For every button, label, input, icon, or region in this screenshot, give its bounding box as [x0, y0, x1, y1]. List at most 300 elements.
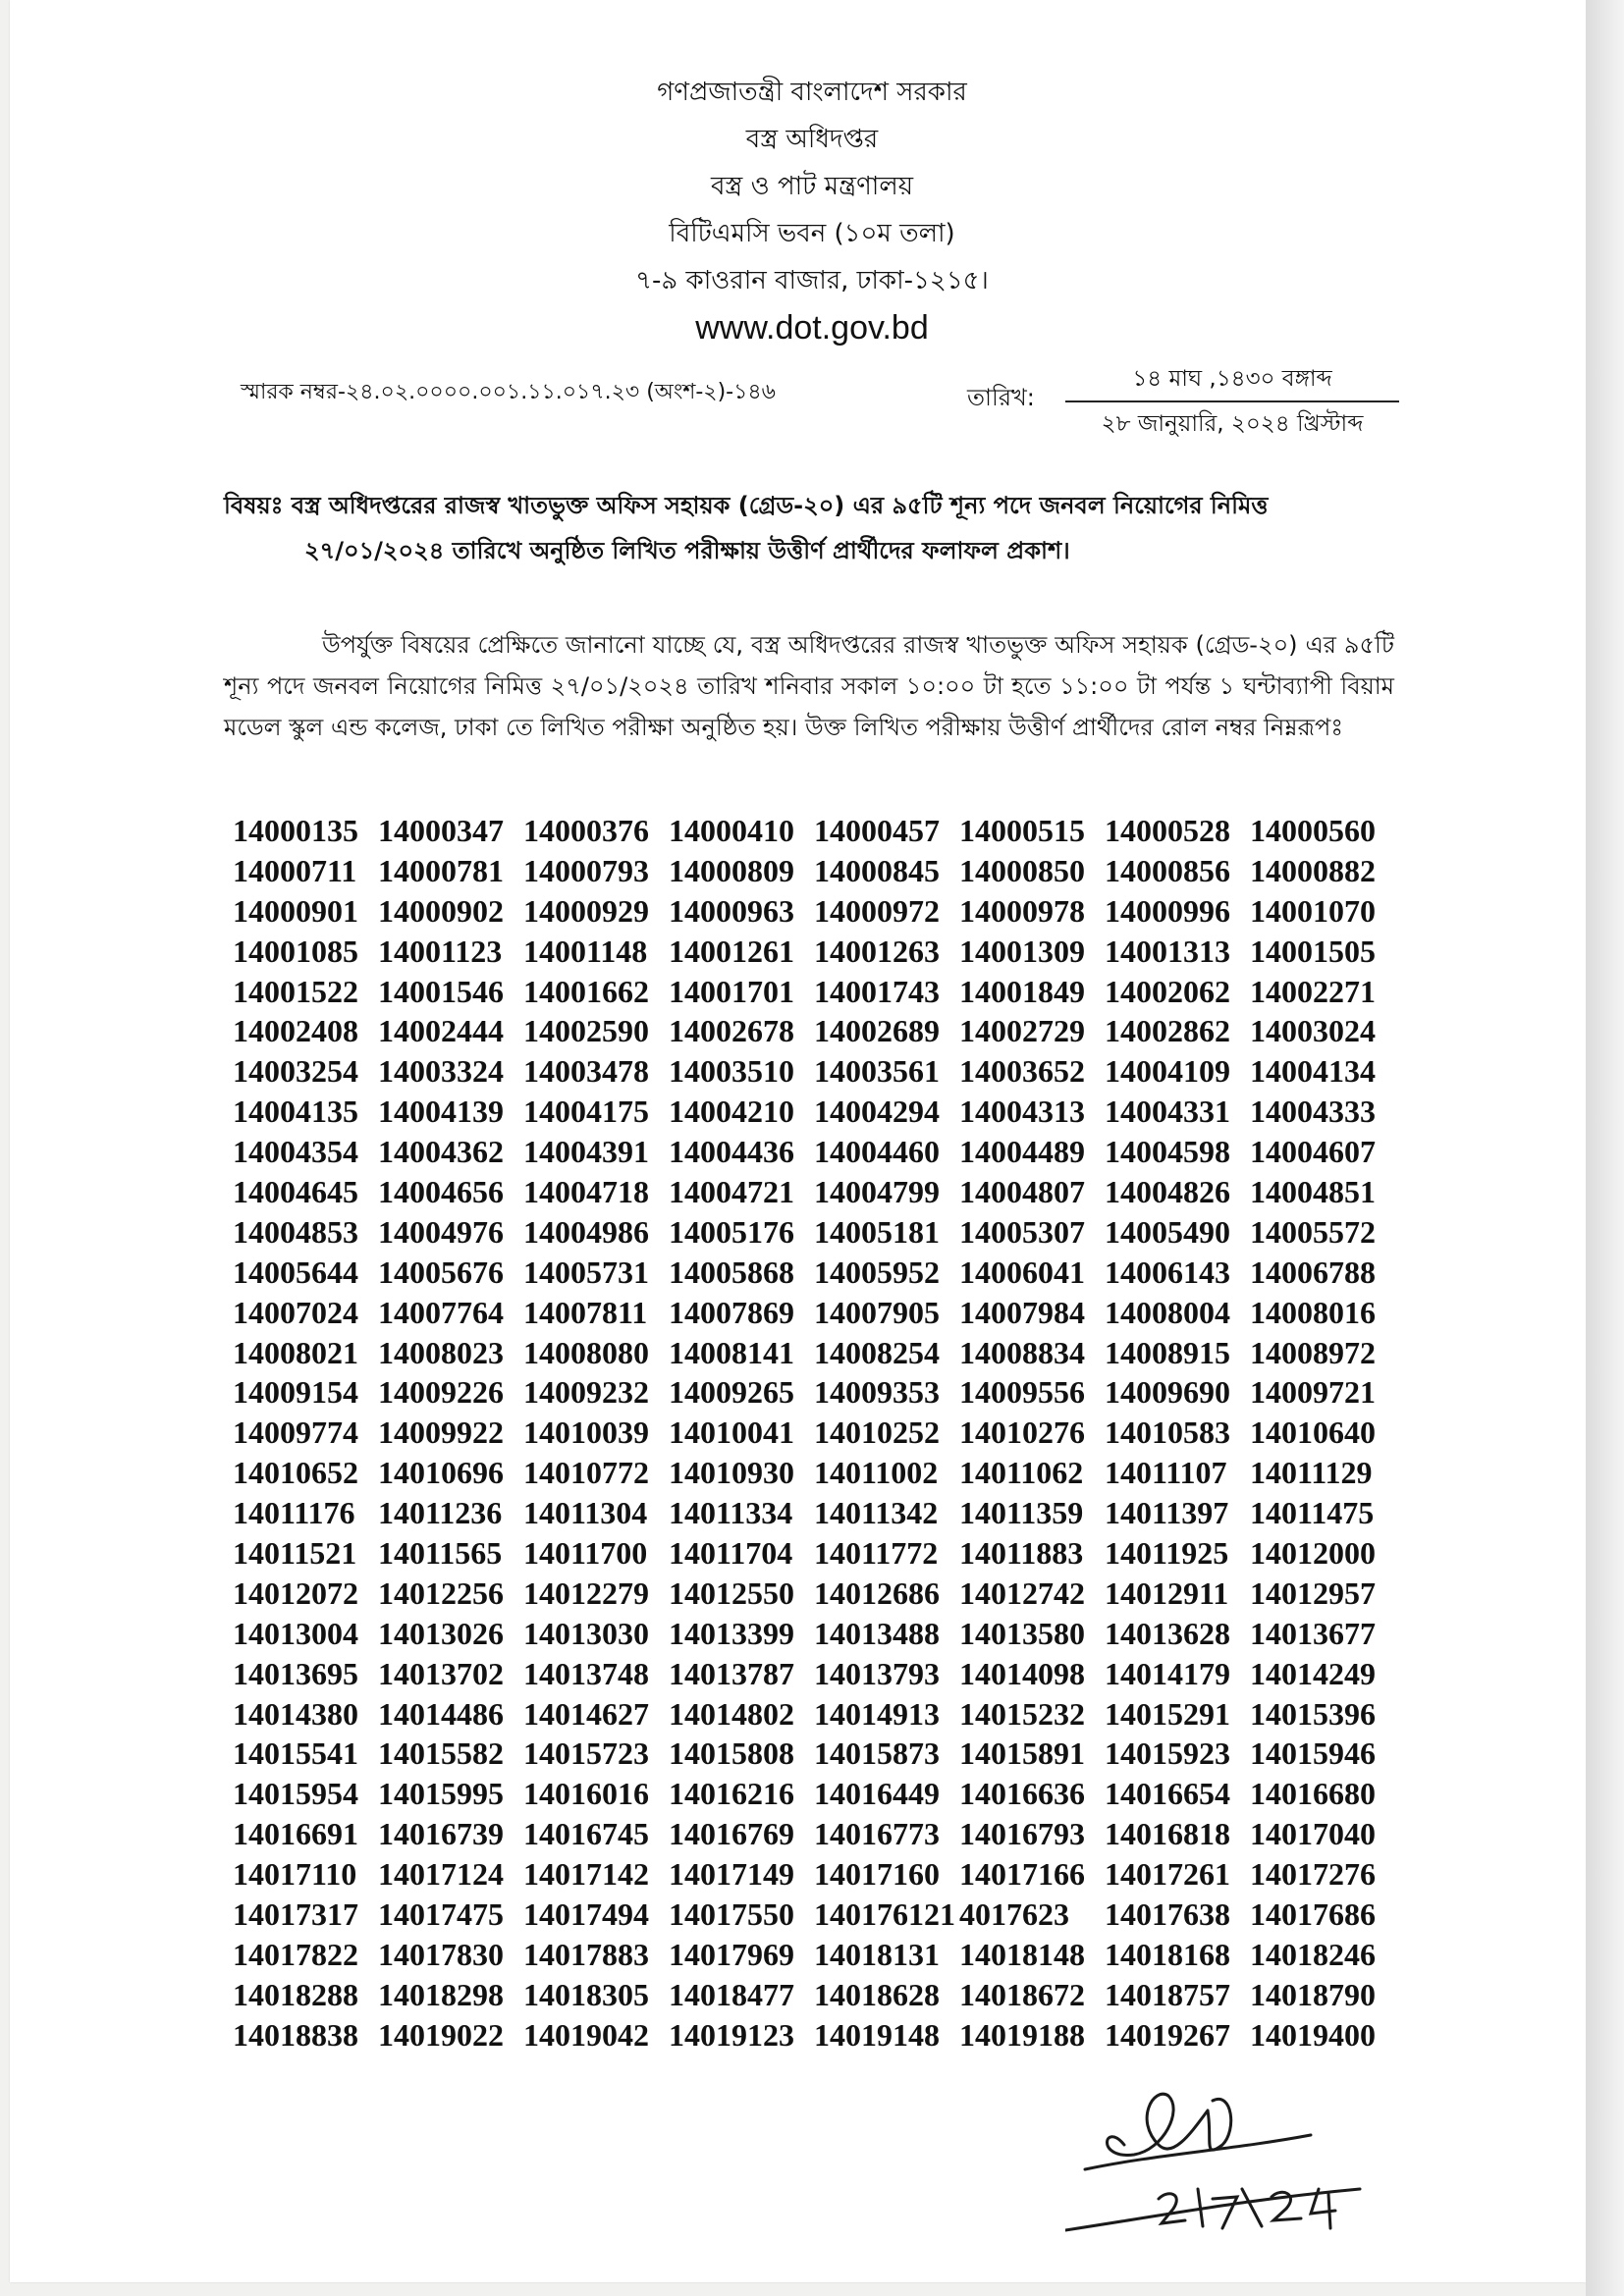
roll-number: 14014627	[523, 1695, 649, 1732]
roll-number: 14013580	[959, 1615, 1085, 1651]
roll-number: 14016636	[959, 1776, 1085, 1812]
roll-number: 14011925	[1105, 1535, 1229, 1572]
roll-number: 14002678	[669, 1013, 794, 1049]
roll-number: 14019267	[1105, 2016, 1230, 2053]
roll-number: 14018790	[1250, 1976, 1376, 2012]
roll-row	[233, 1212, 1395, 1253]
roll-number: 14016745	[523, 1816, 649, 1852]
roll-number: 14000850	[959, 852, 1085, 888]
roll-number: 14004333	[1250, 1094, 1376, 1130]
roll-number: 14011359	[959, 1495, 1084, 1531]
date-block	[1065, 359, 1399, 442]
roll-row	[233, 2015, 1395, 2056]
roll-number: 14017638	[1105, 1896, 1230, 1933]
roll-number: 14015954	[233, 1776, 358, 1812]
roll-number: 14012957	[1250, 1575, 1376, 1611]
roll-number: 14015396	[1250, 1695, 1376, 1732]
roll-number: 14000845	[814, 852, 940, 888]
roll-number: 14015232	[959, 1695, 1085, 1732]
roll-number: 14004391	[523, 1134, 649, 1170]
roll-number: 14000901	[233, 892, 358, 929]
roll-number: 14017969	[669, 1936, 794, 1972]
roll-number: 14011521	[233, 1535, 357, 1572]
roll-number: 14004139	[378, 1094, 504, 1130]
roll-number: 14015723	[523, 1735, 649, 1772]
roll-number: 14016773	[814, 1816, 940, 1852]
roll-number: 14007984	[959, 1294, 1085, 1330]
roll-number: 14008004	[1105, 1294, 1230, 1330]
roll-number: 14004135	[233, 1094, 358, 1130]
roll-number: 14015873	[814, 1735, 940, 1772]
roll-number: 14000711	[233, 852, 357, 888]
roll-number: 14003024	[1250, 1013, 1376, 1049]
roll-number: 14004607	[1250, 1134, 1376, 1170]
department-name: বস্ত্র অধিদপ্তর	[745, 125, 879, 154]
roll-number: 14000929	[523, 892, 649, 929]
date-label: তারিখ:	[967, 384, 1035, 411]
roll-number: 14004460	[814, 1134, 940, 1170]
roll-number: 14011304	[523, 1495, 648, 1531]
roll-number: 14007905	[814, 1294, 940, 1330]
roll-row	[233, 1975, 1395, 2015]
roll-number: 14008021	[233, 1334, 358, 1370]
roll-number: 14017040	[1250, 1816, 1376, 1852]
roll-number: 14011397	[1105, 1495, 1229, 1531]
roll-number: 14009774	[233, 1415, 358, 1451]
roll-number: 14004851	[1250, 1174, 1376, 1210]
roll-number: 14014913	[814, 1695, 940, 1732]
roll-number: 14017686	[1250, 1896, 1376, 1933]
roll-number: 14018168	[1105, 1936, 1230, 1972]
roll-number: 14018288	[233, 1976, 358, 2012]
roll-number: 14016216	[669, 1776, 794, 1812]
roll-number: 14017160	[814, 1856, 940, 1893]
roll-number: 14018757	[1105, 1976, 1230, 2012]
roll-number: 14019022	[378, 2016, 504, 2053]
roll-number: 140176121	[814, 1896, 955, 1933]
roll-number: 14001662	[523, 973, 649, 1009]
roll-number: 14017142	[523, 1856, 649, 1893]
roll-number: 14004294	[814, 1094, 940, 1130]
roll-number: 14010039	[523, 1415, 649, 1451]
roll-number: 14004718	[523, 1174, 649, 1210]
roll-number: 14010652	[233, 1455, 358, 1491]
roll-number: 14017550	[669, 1896, 794, 1933]
roll-number: 14007811	[523, 1294, 648, 1330]
roll-number: 14005176	[669, 1213, 794, 1250]
roll-number: 14013004	[233, 1615, 358, 1651]
roll-number: 14000410	[669, 813, 794, 848]
roll-row	[233, 972, 1395, 1012]
roll-number: 14013748	[523, 1655, 649, 1691]
roll-number: 14017110	[233, 1856, 357, 1893]
roll-number: 14017124	[378, 1856, 504, 1893]
roll-number: 14017830	[378, 1936, 504, 1972]
roll-number: 14003324	[378, 1053, 504, 1090]
roll-number: 14000135	[233, 813, 358, 848]
roll-row	[233, 811, 1395, 851]
roll-number: 14006788	[1250, 1254, 1376, 1290]
roll-number: 14012550	[669, 1575, 794, 1611]
roll-number: 14000902	[378, 892, 504, 929]
roll-number: 14008141	[669, 1334, 794, 1370]
roll-number: 14018148	[959, 1936, 1085, 1972]
roll-number: 14018305	[523, 1976, 649, 2012]
roll-row	[233, 1453, 1395, 1493]
roll-number: 14009232	[523, 1374, 649, 1411]
roll-number: 14014179	[1105, 1655, 1230, 1691]
roll-number: 14014380	[233, 1695, 358, 1732]
roll-number: 14000793	[523, 852, 649, 888]
roll-number: 14001505	[1250, 933, 1376, 969]
roll-number: 14016739	[378, 1816, 504, 1852]
roll-number: 14017475	[378, 1896, 504, 1933]
roll-number: 14019188	[959, 2016, 1085, 2053]
roll-number: 14015946	[1250, 1735, 1376, 1772]
roll-number: 14008023	[378, 1334, 504, 1370]
roll-number: 14010276	[959, 1415, 1085, 1451]
roll-number: 14010640	[1250, 1415, 1376, 1451]
roll-number: 14012256	[378, 1575, 504, 1611]
roll-number: 14010930	[669, 1455, 794, 1491]
roll-number: 14016680	[1250, 1776, 1376, 1812]
roll-row	[233, 1814, 1395, 1854]
roll-number: 14016016	[523, 1776, 649, 1812]
roll-row	[233, 1011, 1395, 1051]
roll-number: 14018838	[233, 2016, 358, 2053]
roll-number: 14011772	[814, 1535, 939, 1572]
roll-number: 14014802	[669, 1695, 794, 1732]
roll-number: 14005952	[814, 1254, 940, 1290]
roll-number: 14014486	[378, 1695, 504, 1732]
roll-number: 14000528	[1105, 813, 1230, 848]
roll-number: 14008972	[1250, 1334, 1376, 1370]
roll-number: 14011475	[1250, 1495, 1375, 1531]
roll-number: 14003254	[233, 1053, 358, 1090]
roll-number: 14001148	[523, 933, 648, 969]
roll-number: 14007764	[378, 1294, 504, 1330]
roll-number: 14012000	[1250, 1535, 1376, 1572]
roll-row	[233, 1895, 1395, 1935]
roll-number: 14011236	[378, 1495, 503, 1531]
roll-number: 14008834	[959, 1334, 1085, 1370]
roll-number: 14013488	[814, 1615, 940, 1651]
roll-number: 14005572	[1250, 1213, 1376, 1250]
roll-number: 14000882	[1250, 852, 1376, 888]
roll-number: 14011565	[378, 1535, 503, 1572]
roll-number: 14009721	[1250, 1374, 1376, 1411]
roll-row	[233, 891, 1395, 932]
roll-number: 14012279	[523, 1575, 649, 1611]
roll-number: 14019123	[669, 2016, 794, 2053]
roll-number: 14010252	[814, 1415, 940, 1451]
roll-number: 14016793	[959, 1816, 1085, 1852]
signature	[1065, 2052, 1370, 2248]
roll-number: 14007869	[669, 1294, 794, 1330]
roll-number: 14000515	[959, 813, 1085, 848]
roll-number: 14004645	[233, 1174, 358, 1210]
roll-row	[233, 1413, 1395, 1453]
roll-row	[233, 1092, 1395, 1132]
roll-number: 14011883	[959, 1535, 1084, 1572]
roll-number: 14004976	[378, 1213, 504, 1250]
signature-scrawl	[1108, 2094, 1231, 2155]
roll-number: 14001070	[1250, 892, 1376, 929]
roll-row	[233, 1051, 1395, 1092]
roll-number: 14013399	[669, 1615, 794, 1651]
roll-number: 14002729	[959, 1013, 1085, 1049]
roll-number: 14015995	[378, 1776, 504, 1812]
roll-number: 14003561	[814, 1053, 940, 1090]
subject-line-2: ২৭/০১/২০২৪ তারিখে অনুষ্ঠিত লিখিত পরীক্ষায় উত্তীর্ণ প্রার্থীদের ফলাফল প্রকাশ।	[304, 537, 1070, 564]
govt-name: গণপ্রজাতন্ত্রী বাংলাদেশ সরকার	[657, 78, 967, 107]
roll-number: 14018628	[814, 1976, 940, 2012]
roll-number: 14010696	[378, 1455, 504, 1491]
roll-number: 14001522	[233, 973, 358, 1009]
roll-number: 14010041	[669, 1415, 794, 1451]
roll-number: 14009556	[959, 1374, 1085, 1411]
roll-number: 14009226	[378, 1374, 504, 1411]
roll-row	[233, 1935, 1395, 1975]
roll-row	[233, 1253, 1395, 1293]
roll-number: 14011342	[814, 1495, 939, 1531]
roll-number: 14017149	[669, 1856, 794, 1893]
roll-number: 14004175	[523, 1094, 649, 1130]
roll-number: 14017276	[1250, 1856, 1376, 1893]
roll-number: 14013787	[669, 1655, 794, 1691]
roll-number: 14011002	[814, 1455, 939, 1491]
roll-number: 14012686	[814, 1575, 940, 1611]
roll-number: 14004656	[378, 1174, 504, 1210]
roll-number: 14009922	[378, 1415, 504, 1451]
roll-number: 14004331	[1105, 1094, 1230, 1130]
memo-number: স্মারক নম্বর-২৪.০২.০০০০.০০১.১১.০১৭.২৩ (অংশ-২)-১৪৬	[241, 380, 776, 404]
roll-number: 14013702	[378, 1655, 504, 1691]
roll-number: 14004210	[669, 1094, 794, 1130]
subject-line-1: বিষয়ঃ বস্ত্র অধিদপ্তরের রাজস্ব খাতভুক্ত অফিস সহায়ক (গ্রেড-২০) এর ৯৫টি শূন্য পদে জনবল নিয়োগের নিমিত্ত	[224, 492, 1269, 519]
roll-number: 14009690	[1105, 1374, 1230, 1411]
roll-number: 14000996	[1105, 892, 1230, 929]
roll-number: 14004362	[378, 1134, 504, 1170]
roll-number: 14015891	[959, 1735, 1085, 1772]
roll-number: 14014249	[1250, 1655, 1376, 1691]
roll-number: 14019400	[1250, 2016, 1376, 2053]
roll-number: 14011107	[1105, 1455, 1227, 1491]
roll-number: 14004986	[523, 1213, 649, 1250]
roll-number: 14000560	[1250, 813, 1376, 848]
roll-row	[233, 1774, 1395, 1814]
roll-number: 14017883	[523, 1936, 649, 1972]
roll-number: 14006041	[959, 1254, 1085, 1290]
roll-number: 14014098	[959, 1655, 1085, 1691]
roll-row	[233, 1533, 1395, 1574]
roll-number: 14009353	[814, 1374, 940, 1411]
roll-row	[233, 1132, 1395, 1172]
roll-number: 14017166	[959, 1856, 1085, 1893]
roll-number: 14004826	[1105, 1174, 1230, 1210]
roll-number: 14003510	[669, 1053, 794, 1090]
date-bangla: ১৪ মাঘ ,১৪৩০ বঙ্গাব্দ	[1132, 366, 1332, 392]
roll-number: 14013026	[378, 1615, 504, 1651]
roll-number: 14012911	[1105, 1575, 1229, 1611]
roll-number: 14000457	[814, 813, 940, 848]
body-paragraph-text: উপর্যুক্ত বিষয়ের প্রেক্ষিতে জানানো যাচ্ছে যে, বস্ত্র অধিদপ্তরের রাজস্ব খাতভুক্ত অফিস সহায়ক (গ্রেড-২০) এর ৯৫টি শূন্য পদে জনবল নিয়োগের নিমিত্ত ২৭/০১/২০২৪ তারিখ শনিবার সকাল ১০:০০ টা হতে ১১:০০ টা পর্যন্ত ১ ঘন্টাব্যাপী বিয়াম মডেল স্কুল এন্ড কলেজ, ঢাকা তে লিখিত পরীক্ষা অনুষ্ঠিত হয়। উক্ত লিখিত পরীক্ষায় উত্তীর্ণ প্রার্থীদের রোল নম্বর নিম্নরূপঃ	[224, 631, 1394, 741]
roll-row	[233, 1854, 1395, 1895]
roll-number: 14016769	[669, 1816, 794, 1852]
roll-number: 14010583	[1105, 1415, 1230, 1451]
roll-number: 14007024	[233, 1294, 358, 1330]
roll-number-list	[233, 811, 1395, 2056]
roll-number: 14018298	[378, 1976, 504, 2012]
roll-number: 14005490	[1105, 1213, 1230, 1250]
roll-number: 14016818	[1105, 1816, 1230, 1852]
roll-number: 14001743	[814, 973, 940, 1009]
roll-number: 14004799	[814, 1174, 940, 1210]
roll-row	[233, 932, 1395, 972]
roll-number: 14015808	[669, 1735, 794, 1772]
subject	[224, 483, 1402, 573]
roll-number: 14013695	[233, 1655, 358, 1691]
roll-number: 14011334	[669, 1495, 793, 1531]
roll-number: 14015923	[1105, 1735, 1230, 1772]
roll-number: 14004134	[1250, 1053, 1376, 1090]
roll-number: 14005868	[669, 1254, 794, 1290]
roll-row	[233, 1333, 1395, 1373]
roll-number: 14013628	[1105, 1615, 1230, 1651]
roll-row	[233, 1614, 1395, 1654]
roll-number: 14017317	[233, 1896, 358, 1933]
roll-number: 14004853	[233, 1213, 358, 1250]
roll-number: 14012072	[233, 1575, 358, 1611]
roll-number: 14004109	[1105, 1053, 1230, 1090]
roll-number: 14003478	[523, 1053, 649, 1090]
roll-number: 14018672	[959, 1976, 1085, 2012]
roll-number: 14008254	[814, 1334, 940, 1370]
roll-number: 14018131	[814, 1936, 940, 1972]
roll-number: 14016449	[814, 1776, 940, 1812]
date-divider	[1065, 400, 1399, 402]
roll-number: 14001849	[959, 973, 1085, 1009]
letterhead	[0, 69, 1624, 351]
roll-number: 14019148	[814, 2016, 940, 2053]
roll-number: 14018477	[669, 1976, 794, 2012]
roll-number: 14001123	[378, 933, 503, 969]
roll-number: 14001309	[959, 933, 1085, 969]
roll-number: 14012742	[959, 1575, 1085, 1611]
roll-row	[233, 851, 1395, 891]
roll-number: 14000978	[959, 892, 1085, 929]
address: ৭-৯ কাওরান বাজার, ঢাকা-১২১৫।	[635, 266, 989, 295]
roll-number: 14002444	[378, 1013, 504, 1049]
roll-number: 14000972	[814, 892, 940, 929]
roll-number: 14004354	[233, 1134, 358, 1170]
roll-number: 14008915	[1105, 1334, 1230, 1370]
roll-number: 14010772	[523, 1455, 649, 1491]
roll-number: 14006143	[1105, 1254, 1230, 1290]
roll-number: 14017494	[523, 1896, 649, 1933]
roll-number: 14004807	[959, 1174, 1085, 1210]
roll-row	[233, 1734, 1395, 1774]
roll-number: 14004313	[959, 1094, 1085, 1130]
roll-row	[233, 1574, 1395, 1614]
roll-number: 14002271	[1250, 973, 1376, 1009]
roll-number: 14016691	[233, 1816, 358, 1852]
roll-number: 14015582	[378, 1735, 504, 1772]
roll-number: 14015291	[1105, 1695, 1230, 1732]
roll-number: 14005307	[959, 1213, 1085, 1250]
roll-number: 14011700	[523, 1535, 648, 1572]
website-link[interactable]: www.dot.gov.bd	[695, 309, 929, 347]
roll-number: 4017623	[959, 1896, 1069, 1933]
roll-number: 14004721	[669, 1174, 794, 1210]
roll-number: 14001313	[1105, 933, 1230, 969]
body-paragraph	[224, 624, 1394, 748]
roll-number: 14013030	[523, 1615, 649, 1651]
roll-number: 14011129	[1250, 1455, 1373, 1491]
roll-number: 14005181	[814, 1213, 940, 1250]
roll-number: 14011176	[233, 1495, 355, 1531]
roll-number: 14013677	[1250, 1615, 1376, 1651]
roll-row	[233, 1293, 1395, 1333]
roll-number: 14000856	[1105, 852, 1230, 888]
roll-number: 14005731	[523, 1254, 649, 1290]
roll-number: 14011704	[669, 1535, 793, 1572]
roll-number: 14017822	[233, 1936, 358, 1972]
roll-number: 14011062	[959, 1455, 1084, 1491]
roll-number: 14005644	[233, 1254, 358, 1290]
roll-number: 14001261	[669, 933, 794, 969]
roll-number: 14000963	[669, 892, 794, 929]
roll-number: 14001546	[378, 973, 504, 1009]
roll-row	[233, 1493, 1395, 1533]
roll-number: 14001701	[669, 973, 794, 1009]
roll-row	[233, 1654, 1395, 1694]
roll-number: 14016654	[1105, 1776, 1230, 1812]
roll-number: 14002590	[523, 1013, 649, 1049]
roll-number: 14009154	[233, 1374, 358, 1411]
roll-number: 14002062	[1105, 973, 1230, 1009]
roll-number: 14003652	[959, 1053, 1085, 1090]
ministry-name: বস্ত্র ও পাট মন্ত্রণালয়	[710, 172, 914, 201]
roll-number: 14013793	[814, 1655, 940, 1691]
roll-number: 14000376	[523, 813, 649, 848]
building-name: বিটিএমসি ভবন (১০ম তলা)	[669, 219, 955, 248]
roll-number: 14018246	[1250, 1936, 1376, 1972]
roll-number: 14004489	[959, 1134, 1085, 1170]
roll-number: 14002689	[814, 1013, 940, 1049]
roll-number: 14004598	[1105, 1134, 1230, 1170]
roll-number: 14019042	[523, 2016, 649, 2053]
roll-number: 14017261	[1105, 1856, 1230, 1893]
roll-row	[233, 1172, 1395, 1212]
roll-number: 14002862	[1105, 1013, 1230, 1049]
roll-number: 14015541	[233, 1735, 358, 1772]
roll-number: 14000781	[378, 852, 504, 888]
roll-number: 14005676	[378, 1254, 504, 1290]
roll-number: 14001085	[233, 933, 358, 969]
roll-number: 14002408	[233, 1013, 358, 1049]
roll-number: 14000809	[669, 852, 794, 888]
roll-row	[233, 1372, 1395, 1413]
roll-number: 14009265	[669, 1374, 794, 1411]
roll-row	[233, 1694, 1395, 1735]
roll-number: 14000347	[378, 813, 504, 848]
roll-number: 14004436	[669, 1134, 794, 1170]
roll-number: 14008080	[523, 1334, 649, 1370]
roll-number: 14001263	[814, 933, 940, 969]
date-gregorian: ২৮ জানুয়ারি, ২০২৪ খ্রিস্টাব্দ	[1101, 411, 1364, 437]
roll-number: 14008016	[1250, 1294, 1376, 1330]
